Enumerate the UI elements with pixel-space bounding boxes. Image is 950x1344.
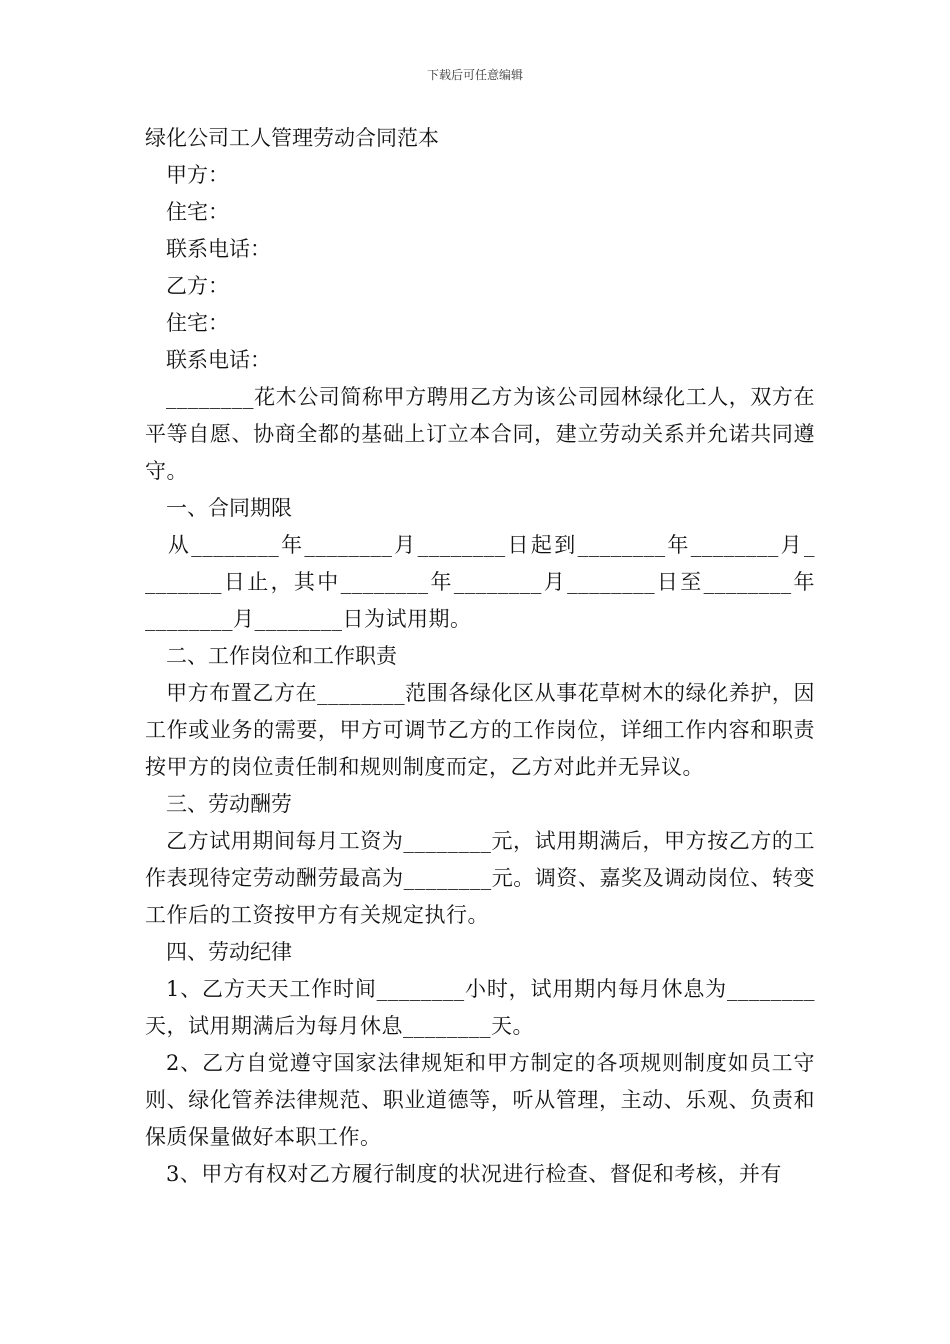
section-heading-position: 二、工作岗位和工作职责	[166, 644, 397, 668]
party-b-address: 住宅：	[166, 311, 229, 335]
discipline-text-3: 3、甲方有权对乙方履行制度的状况进行检查、督促和考核，并有	[166, 1162, 782, 1186]
position-text: 甲方布置乙方在________范围各绿化区从事花草树木的绿化养护，因工作或业务的需要，甲方可调节乙方的工作岗位，详细工作内容和职责按甲方的岗位责任制和规则制度而定，乙方对此并无异议。	[145, 681, 815, 779]
intro-paragraph	[145, 379, 815, 490]
pay-text: 乙方试用期间每月工资为________元，试用期满后，甲方按乙方的工作表现待定劳动酬劳最高为________元。调资、嘉奖及调动岗位、转变工作后的工资按甲方有关规定执行。	[145, 829, 815, 927]
position-paragraph	[145, 675, 815, 786]
discipline-paragraph-3	[145, 1156, 815, 1193]
pay-paragraph	[145, 823, 815, 934]
party-a-label: 甲方：	[166, 163, 229, 187]
party-b-label: 乙方：	[166, 274, 229, 298]
term-text: 从________年________月________日起到________年________月_ _______日止，其中________年________月________日至________年 ________月________日为试用期。	[145, 533, 815, 631]
section-heading-term: 一、合同期限	[166, 496, 292, 520]
discipline-text-2: 2、乙方自觉遵守国家法律规矩和甲方制定的各项规则制度如员工守则、绿化管养法律规范、职业道德等，听从管理，主动、乐观、负责和保质保量做好本职工作。	[145, 1051, 815, 1149]
section-heading-pay: 三、劳动酬劳	[166, 792, 292, 816]
page-header-note: 下载后可任意编辑	[426, 68, 523, 82]
party-a-address: 住宅：	[166, 200, 229, 224]
document-title: 绿化公司工人管理劳动合同范本	[145, 126, 439, 150]
discipline-text-1: 1、乙方天天工作时间________小时，试用期内每月休息为________天，试用期满后为每月休息________天。	[145, 977, 815, 1038]
intro-text: ________花木公司简称甲方聘用乙方为该公司园林绿化工人，双方在平等自愿、协商全都的基础上订立本合同，建立劳动关系并允诺共同遵守。	[145, 385, 815, 483]
discipline-paragraph-2	[145, 1045, 815, 1156]
discipline-paragraph-1	[145, 971, 815, 1045]
party-a-phone: 联系电话：	[166, 237, 271, 261]
section-heading-discipline: 四、劳动纪律	[166, 940, 292, 964]
party-b-phone: 联系电话：	[166, 348, 271, 372]
contract-document	[145, 120, 815, 1193]
term-paragraph	[145, 527, 815, 638]
